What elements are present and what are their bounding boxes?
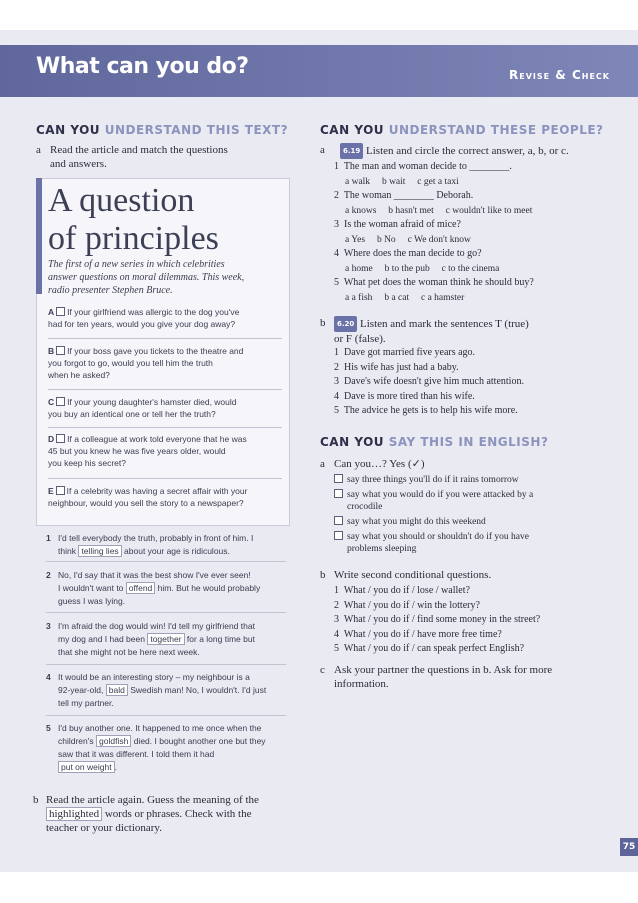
answer-text: . <box>114 762 117 772</box>
item-number: 5 <box>334 277 339 288</box>
answer-text: I'd buy another one. It happened to me once when the <box>58 723 262 733</box>
check-item: say what you would do if you were attacked by a <box>347 490 534 500</box>
item-number: 2 <box>334 361 339 373</box>
option[interactable]: b hasn't met <box>388 206 434 216</box>
item-number: 1 <box>334 161 339 172</box>
listening-item-5 <box>334 277 534 289</box>
item-question: Is the woman afraid of mice? <box>344 219 461 230</box>
check-item: crocodile <box>347 502 383 512</box>
instruction-line: teacher or your dictionary. <box>46 822 162 834</box>
check-item: say what you might do this weekend <box>347 517 486 527</box>
option[interactable]: b to the pub <box>384 264 430 274</box>
question-text: you buy an identical one or tell her the truth? <box>48 409 216 419</box>
option[interactable]: c get a taxi <box>417 177 459 187</box>
answer-number: 2 <box>46 570 51 580</box>
answer-text: No, I'd say that it was the best show I've ever seen! <box>58 570 251 580</box>
exercise-letter-b: b <box>320 569 326 581</box>
highlighted-phrase: offend <box>126 582 155 594</box>
answer-text: 92-year-old, <box>58 685 104 695</box>
option[interactable]: c to the cinema <box>441 264 500 274</box>
instruction-line: Read the article again. Guess the meaning of the <box>46 794 259 806</box>
question-text: If your boss gave you tickets to the theatre and <box>67 346 244 356</box>
exercise-a-instruction-1: Read the article and match the questions <box>50 144 228 156</box>
question-letter: C <box>48 397 55 407</box>
self-check-checkbox[interactable] <box>334 474 343 483</box>
answer-text: my dog and I had been <box>58 634 145 644</box>
divider <box>46 612 286 613</box>
answer-number: 1 <box>46 533 51 543</box>
item-number: 5 <box>334 643 339 654</box>
sentence: Dave is more tired than his wife. <box>344 390 475 402</box>
article-accent-bar <box>36 178 42 294</box>
item-number: 3 <box>334 219 339 230</box>
heading-understand-people <box>320 123 604 137</box>
question-letter: E <box>48 486 54 496</box>
listening-item-1 <box>334 161 512 173</box>
sentence: Dave's wife doesn't give him much attention. <box>344 376 524 387</box>
highlighted-phrase: put on weight <box>58 761 115 773</box>
instruction-line: information. <box>334 678 389 690</box>
heading-lead: CAN YOU <box>320 123 385 137</box>
answer-text: died. I bought another one but they <box>133 736 266 746</box>
sentence: Dave got married five years ago. <box>344 347 476 358</box>
answer-text: about your age is ridiculous. <box>124 546 230 556</box>
instruction-line: words or phrases. Check with the <box>104 808 252 820</box>
prompt: What / you do if / lose / wallet? <box>343 585 470 596</box>
answer-text: think <box>58 546 76 556</box>
answer-text: for a long time but <box>186 634 255 644</box>
self-check-list <box>334 474 624 555</box>
highlighted-phrase: telling lies <box>78 545 121 557</box>
divider <box>46 715 286 716</box>
answer-text: him. But he would probably <box>157 583 261 593</box>
answer-checkbox[interactable] <box>56 346 65 355</box>
option[interactable]: b No <box>376 235 396 245</box>
answer-text: I'm afraid the dog would win! I'd tell my girlfriend that <box>58 621 255 631</box>
article-headline <box>48 182 219 258</box>
instruction-text: Listen and circle the correct answer, a, b, or c. <box>366 145 569 157</box>
divider <box>46 664 286 665</box>
item-number: 1 <box>334 585 339 596</box>
conditional-list <box>334 585 540 655</box>
check-item: problems sleeping <box>347 544 417 554</box>
question-text: If a colleague at work told everyone that he was <box>67 434 247 444</box>
answer-text: I'd tell everybody the truth, probably in front of him. I <box>58 533 254 543</box>
option[interactable]: c a hamster <box>420 293 465 303</box>
check-item: say three things you'll do if it rains tomorrow <box>347 475 519 485</box>
question-letter: D <box>48 434 55 444</box>
item-number: 4 <box>334 628 339 640</box>
article-question <box>48 306 282 330</box>
heading-lead: CAN YOU <box>320 435 385 449</box>
listening-instruction-b <box>334 316 529 346</box>
item-question: Where does the man decide to go? <box>343 248 482 259</box>
self-check-checkbox[interactable] <box>334 516 343 525</box>
answer-text: saw that it was different. I told them it had <box>58 749 215 759</box>
heading-understand-text <box>36 123 288 137</box>
self-check-checkbox[interactable] <box>334 489 343 498</box>
self-check-instruction: Can you…? Yes (✓) <box>334 458 425 470</box>
divider <box>48 478 282 479</box>
options-1 <box>345 176 459 188</box>
exercise-letter-c: c <box>320 664 325 676</box>
option[interactable]: c wouldn't like to meet <box>445 206 533 216</box>
exercise-letter-b: b <box>320 317 326 329</box>
sentence: His wife has just had a baby. <box>344 361 459 373</box>
item-number: 3 <box>334 376 339 387</box>
instruction-line: Ask your partner the questions in b. Ask for more <box>334 664 553 676</box>
divider <box>46 561 286 562</box>
instruction-text: Listen and mark the sentences T (true) <box>360 318 529 330</box>
intro-line: radio presenter Stephen Bruce. <box>48 285 173 296</box>
prompt: What / you do if / find some money in the street? <box>343 614 541 625</box>
heading-rest: UNDERSTAND THIS TEXT? <box>104 123 289 137</box>
highlighted-phrase: together <box>147 633 184 645</box>
answer-4 <box>46 671 286 710</box>
item-number: 4 <box>334 248 339 259</box>
item-number: 2 <box>334 190 339 201</box>
intro-line: The first of a new series in which celebrities <box>48 259 225 270</box>
option[interactable]: b wait <box>381 177 406 187</box>
answer-checkbox[interactable] <box>56 307 65 316</box>
answer-1 <box>46 532 286 558</box>
answer-3 <box>46 620 286 659</box>
sentence: The advice he gets is to help his wife more. <box>343 405 518 416</box>
highlighted-word: highlighted <box>46 807 102 821</box>
option[interactable]: b a cat <box>384 293 410 303</box>
answer-text: It would be an interesting story – my neighbour is a <box>58 672 250 682</box>
page-title: What can you do? <box>36 54 249 79</box>
prompt: What / you do if / win the lottery? <box>343 599 480 611</box>
heading-rest: SAY THIS IN ENGLISH? <box>388 435 549 449</box>
option[interactable]: a home <box>345 264 373 274</box>
divider <box>48 338 282 339</box>
question-text: you forgot to go, would you tell him the truth <box>48 358 213 368</box>
options-4 <box>345 263 499 275</box>
answer-number: 4 <box>46 672 51 682</box>
speaking-instruction <box>334 663 624 691</box>
question-text: you keep his secret? <box>48 458 126 468</box>
answer-5 <box>46 722 286 774</box>
audio-track-badge[interactable]: 6.19 <box>340 143 363 159</box>
option[interactable]: c We don't know <box>407 235 471 245</box>
listening-item-3 <box>334 219 461 231</box>
heading-say-in-english <box>320 435 548 449</box>
options-2 <box>345 205 532 217</box>
section-label: Revise & Check <box>509 68 610 82</box>
self-check-checkbox[interactable] <box>334 531 343 540</box>
item-number: 5 <box>334 405 339 416</box>
answer-text: tell my partner. <box>58 698 114 708</box>
item-number: 2 <box>334 599 339 611</box>
heading-lead: CAN YOU <box>36 123 101 137</box>
question-text: had for ten years, would you give your dog away? <box>48 319 236 329</box>
article-question <box>48 433 282 469</box>
question-text: when he asked? <box>48 370 110 380</box>
answer-checkbox[interactable] <box>56 397 65 406</box>
highlighted-phrase: bald <box>106 684 128 696</box>
item-question: The woman ________ Deborah. <box>343 190 474 201</box>
true-false-list <box>334 347 524 417</box>
answer-checkbox[interactable] <box>56 434 65 443</box>
answer-number: 3 <box>46 621 51 631</box>
item-number: 1 <box>334 347 339 358</box>
question-text: If your girlfriend was allergic to the dog you've <box>67 307 240 317</box>
check-item: say what you should or shouldn't do if you have <box>347 532 529 542</box>
prompt: What / you do if / can speak perfect English? <box>343 643 525 654</box>
answer-text: Swedish man! No, I wouldn't. I'd just <box>130 685 267 695</box>
headline-line-1: A question <box>48 182 195 219</box>
answer-number: 5 <box>46 723 51 733</box>
exercise-letter-b: b <box>33 794 39 806</box>
question-letter: B <box>48 346 55 356</box>
exercise-a-instruction-2: and answers. <box>50 158 107 170</box>
highlighted-phrase: goldfish <box>96 735 131 747</box>
listening-item-2 <box>334 190 473 202</box>
options-3 <box>345 234 471 246</box>
item-number: 3 <box>334 614 339 625</box>
answer-text: children's <box>58 736 94 746</box>
item-question: What pet does the woman think he should buy? <box>343 277 534 288</box>
exercise-letter-a: a <box>320 458 325 470</box>
answer-text: I wouldn't want to <box>58 583 124 593</box>
article-question <box>48 485 282 509</box>
option[interactable]: a a fish <box>345 293 373 303</box>
article-question <box>48 345 282 381</box>
listening-instruction-a <box>340 143 569 159</box>
audio-track-badge[interactable]: 6.20 <box>334 316 357 332</box>
answer-text: that she might not be here next week. <box>58 647 200 657</box>
question-letter: A <box>48 307 55 317</box>
answer-2 <box>46 569 286 608</box>
instruction-text: or F (false). <box>334 333 386 345</box>
options-5 <box>345 292 464 304</box>
prompt: What / you do if / have more free time? <box>343 628 502 640</box>
option[interactable]: a knows <box>345 206 377 216</box>
listening-item-4 <box>334 248 482 260</box>
exercise-letter-a: a <box>36 144 41 156</box>
answer-text: guess I was lying. <box>58 596 126 606</box>
exercise-b-instruction <box>46 793 296 835</box>
item-number: 4 <box>334 390 339 402</box>
divider <box>48 427 282 428</box>
answer-checkbox[interactable] <box>56 486 65 495</box>
option[interactable]: a Yes <box>345 235 366 245</box>
intro-line: answer questions on moral dilemmas. This week, <box>48 272 245 283</box>
conditional-instruction: Write second conditional questions. <box>334 569 492 581</box>
question-text: neighbour, would you sell the story to a newspaper? <box>48 498 244 508</box>
headline-line-2: of principles <box>48 220 219 257</box>
article-question <box>48 396 282 420</box>
page-number: 75 <box>620 838 638 856</box>
question-text: 45 but you knew he was five years older, would <box>48 446 226 456</box>
exercise-letter-a: a <box>320 144 325 156</box>
divider <box>48 389 282 390</box>
question-text: If a celebrity was having a secret affair with your <box>66 486 248 496</box>
question-text: If your young daughter's hamster died, would <box>67 397 237 407</box>
article-intro <box>48 258 280 297</box>
heading-rest: UNDERSTAND THESE PEOPLE? <box>388 123 604 137</box>
option[interactable]: a walk <box>345 177 371 187</box>
item-question: The man and woman decide to ________. <box>343 161 512 172</box>
